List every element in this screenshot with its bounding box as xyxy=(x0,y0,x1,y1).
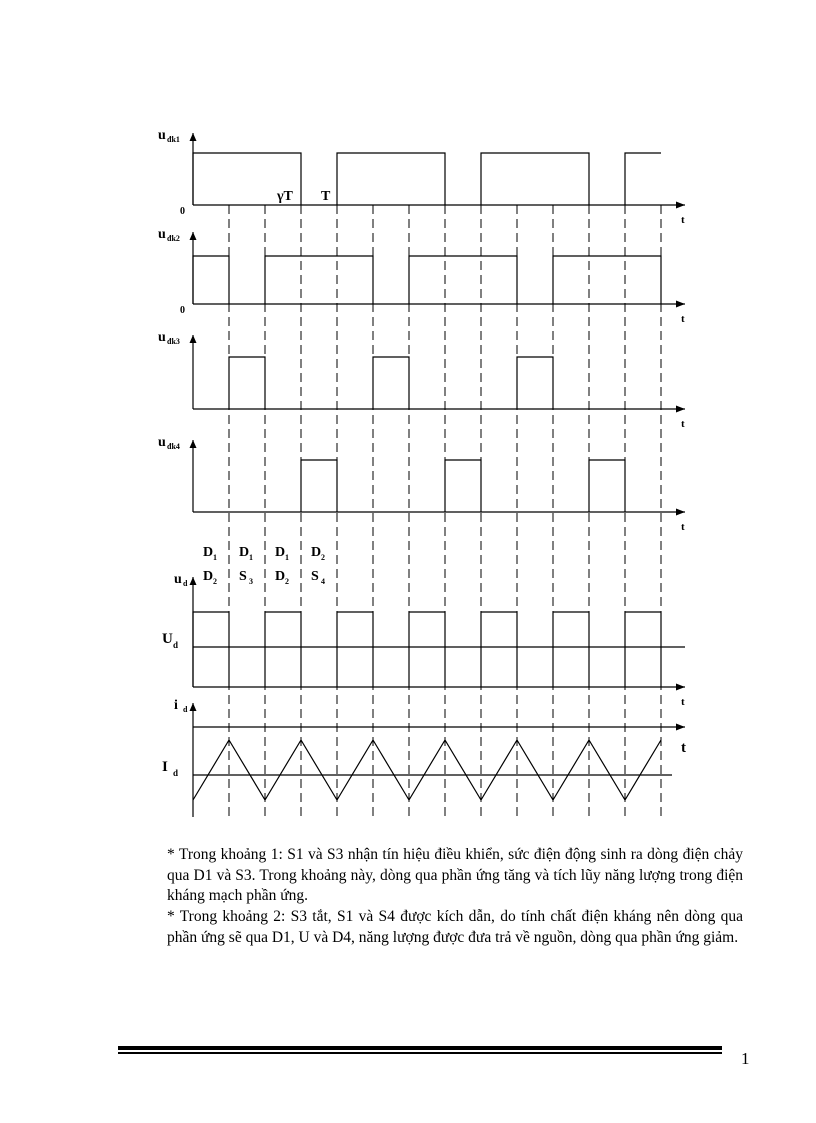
gamma-t-mark: γT xyxy=(277,189,293,204)
conduction-bottom-sub: 4 xyxy=(321,577,325,586)
axis-label-sub: đk4 xyxy=(167,442,180,451)
waveforms-group xyxy=(193,153,661,800)
conduction-bottom-sub: 2 xyxy=(213,577,217,586)
conduction-top: D xyxy=(311,545,322,560)
axis-label: u xyxy=(158,128,166,143)
axis-label: u xyxy=(158,435,166,450)
conduction-bottom: S xyxy=(311,569,319,584)
page-number: 1 xyxy=(741,1049,750,1068)
conduction-top: D xyxy=(275,545,286,560)
axis-label: u xyxy=(158,330,166,345)
axes-group xyxy=(190,133,686,817)
origin-mark: 0 xyxy=(180,305,185,316)
origin-mark: 0 xyxy=(180,206,185,217)
axis-arrow-right xyxy=(676,406,685,413)
axis-label: u xyxy=(174,572,182,587)
axis-label-sub: d xyxy=(183,705,188,714)
axis-arrow-right xyxy=(676,509,685,516)
level-label-sub: d xyxy=(173,640,179,650)
pulse-waveform xyxy=(301,460,625,512)
axis-label: u xyxy=(158,227,166,242)
conduction-bottom: D xyxy=(275,569,286,584)
t-axis-label: t xyxy=(681,740,686,756)
axis-arrow-right xyxy=(676,684,685,691)
pulse-waveform xyxy=(229,357,553,409)
pulse-waveform-tail xyxy=(625,153,661,205)
conduction-bottom-sub: 2 xyxy=(285,577,289,586)
axis-arrow-up xyxy=(190,577,197,585)
axis-arrow-right xyxy=(676,202,685,209)
level-label: I xyxy=(162,759,168,775)
paragraph-interval-2: * Trong khoảng 2: S3 tắt, S1 và S4 được kích dẫn, do tính chất điện kháng nên dòng qua phần ứng sẽ qua D1, U và D4, năng lượng được đưa trả về nguồn, dòng qua phần ứng giảm. xyxy=(167,908,743,946)
conduction-top-sub: 1 xyxy=(213,553,217,562)
axis-label-sub: đk2 xyxy=(167,234,180,243)
axis-arrow-up xyxy=(190,232,197,240)
pulse-waveform xyxy=(193,153,589,205)
t-axis-label: t xyxy=(681,418,685,430)
footer-rule-thick xyxy=(118,1046,722,1050)
axis-arrow-up xyxy=(190,335,197,343)
level-label-sub: d xyxy=(173,768,179,778)
axis-arrow-up xyxy=(190,133,197,141)
t-axis-label: t xyxy=(681,521,685,533)
conduction-top: D xyxy=(239,545,250,560)
axis-arrow-right xyxy=(676,724,685,731)
conduction-bottom-sub: 3 xyxy=(249,577,253,586)
footer-rule-thin xyxy=(118,1052,722,1054)
axis-arrow-up xyxy=(190,440,197,448)
t-axis-label: t xyxy=(681,696,685,708)
axis-label-sub: đk3 xyxy=(167,337,180,346)
paragraph-interval-1: * Trong khoảng 1: S1 và S3 nhận tín hiệu điều khiển, sức điện động sinh ra dòng điện chảy qua D1 và S3. Trong khoảng này, dòng qua phần ứng tăng và tích lũy năng lượng trong điện kháng mạch phần ứng. xyxy=(167,846,743,905)
pulse-waveform xyxy=(193,256,661,304)
labels-group xyxy=(158,128,686,778)
axis-label: i xyxy=(174,698,178,713)
conduction-bottom: D xyxy=(203,569,214,584)
current-triangle-waveform xyxy=(193,740,661,800)
conduction-top-sub: 2 xyxy=(321,553,325,562)
t-period-mark: T xyxy=(321,189,331,204)
t-axis-label: t xyxy=(681,214,685,226)
t-axis-label: t xyxy=(681,313,685,325)
conduction-top: D xyxy=(203,545,214,560)
level-label: U xyxy=(162,631,173,647)
conduction-bottom: S xyxy=(239,569,247,584)
axis-label-sub: đk1 xyxy=(167,135,180,144)
axis-arrow-up xyxy=(190,703,197,711)
pulse-waveform xyxy=(193,612,661,687)
conduction-top-sub: 1 xyxy=(285,553,289,562)
axis-arrow-right xyxy=(676,301,685,308)
axis-label-sub: d xyxy=(183,579,188,588)
conduction-top-sub: 1 xyxy=(249,553,253,562)
